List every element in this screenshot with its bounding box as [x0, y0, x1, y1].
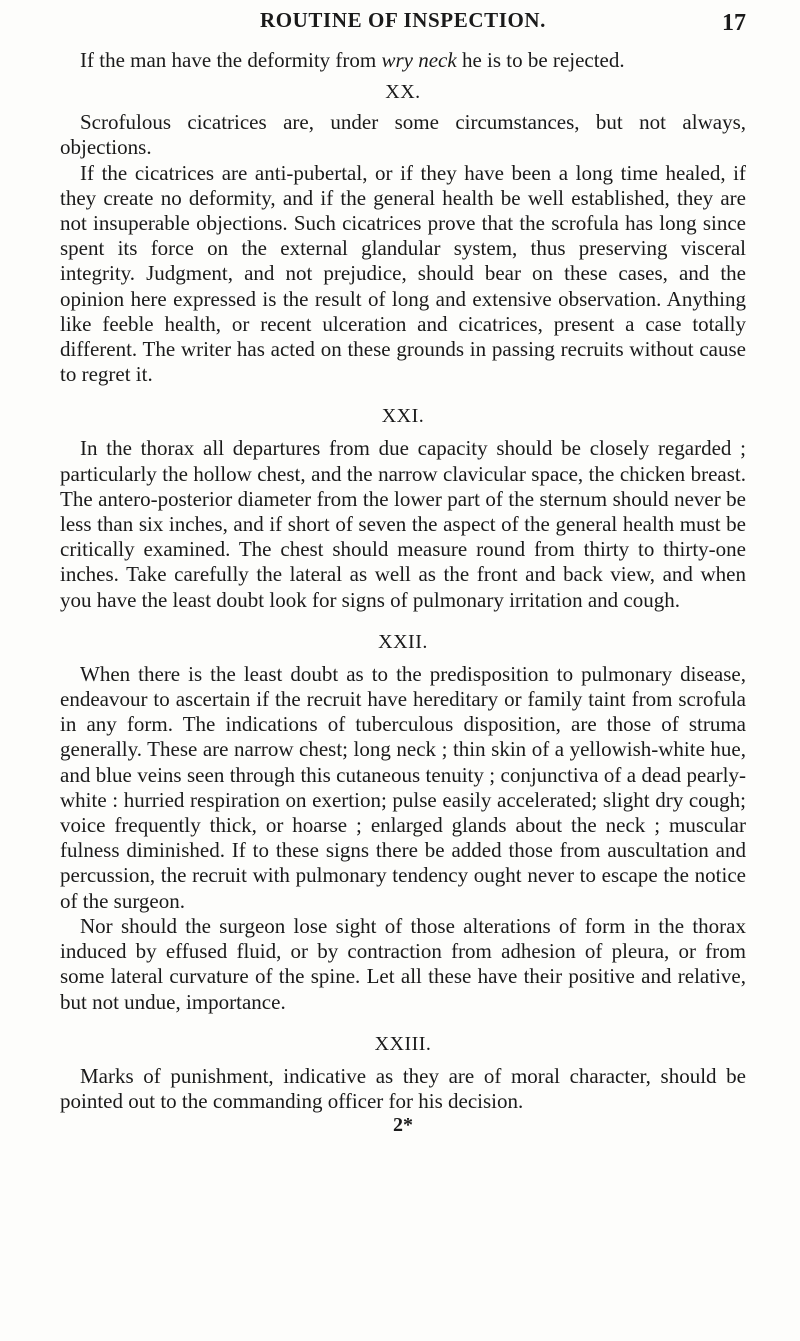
- page-header: [60, 8, 746, 48]
- paragraph: When there is the least doubt as to the predisposition to pulmonary disease, endeavour to ascertain if the recruit have hereditary or family taint from scrofula in any form. The indications of tuberculous disposition, are those of struma generally. These are narrow chest; long neck ; thin skin of a yellowish-white hue, and blue veins seen through this cutaneous tenuity ; conjunctiva of a dead pearly-white : hurried respiration on exertion; pulse easily accelerated; slight dry cough; voice frequently thick, or hoarse ; enlarged glands about the neck ; muscular fulness diminished. If to these signs there be added those from auscultation and percussion, the recruit with pulmonary tendency ought never to escape the notice of the surgeon.: [60, 661, 746, 913]
- paragraph-wry-neck: [60, 48, 746, 73]
- running-head: ROUTINE OF INSPECTION.: [259, 8, 547, 32]
- paragraph: In the thorax all departures from due capacity should be closely regarded ; particularly the hollow chest, and the narrow clavicular space, the chicken breast. The antero-posterior diameter from the lower part of the sternum should never be less than six inches, and if short of seven the aspect of the general health must be critically examined. The chest should measure round from thirty to thirty-one inches. Take carefully the lateral as well as the front and back view, and when you have the least doubt look for signs of pulmonary irritation and cough.: [60, 436, 746, 612]
- section-heading-xx: XX.: [385, 81, 421, 104]
- paragraph: Scrofulous cicatrices are, under some circumstances, but not always, objections.: [60, 110, 746, 160]
- emphasis-text: wry neck: [381, 48, 457, 72]
- book-page: [60, 8, 746, 1137]
- paragraph: If the cicatrices are anti-pubertal, or if they have been a long time healed, if they create no deformity, and if the general health be well established, they are not insuperable objections. Such cicatrices prove that the scrofula has long since spent its force on the external glandular system, thus preserving visceral integrity. Judgment, and not prejudice, should bear on these cases, and the opinion here expressed is the result of long and extensive observation. Anything like feeble health, or recent ulceration and cicatrices, present a case totally different. The writer has acted on these grounds in passing recruits without cause to regret it.: [60, 160, 746, 387]
- signature-mark: 2*: [393, 1114, 413, 1137]
- section-heading-xxii: XXII.: [378, 630, 428, 653]
- section-heading-xxi: XXI.: [381, 405, 425, 428]
- paragraph: Marks of punishment, indicative as they are of moral character, should be pointed out to the commanding officer for his decision.: [60, 1063, 746, 1113]
- paragraph: Nor should the surgeon lose sight of those alterations of form in the thorax induced by effused fluid, or by contraction from adhesion of pleura, or from some lateral curvature of the spine. Let all these have their positive and relative, but not undue, importance.: [60, 913, 746, 1014]
- page-number: 17: [722, 10, 746, 36]
- section-heading-xxiii: XXIII.: [374, 1032, 432, 1055]
- paragraph-text: he is to be rejected.: [456, 48, 625, 72]
- paragraph-text: If the man have the deformity from: [80, 48, 382, 72]
